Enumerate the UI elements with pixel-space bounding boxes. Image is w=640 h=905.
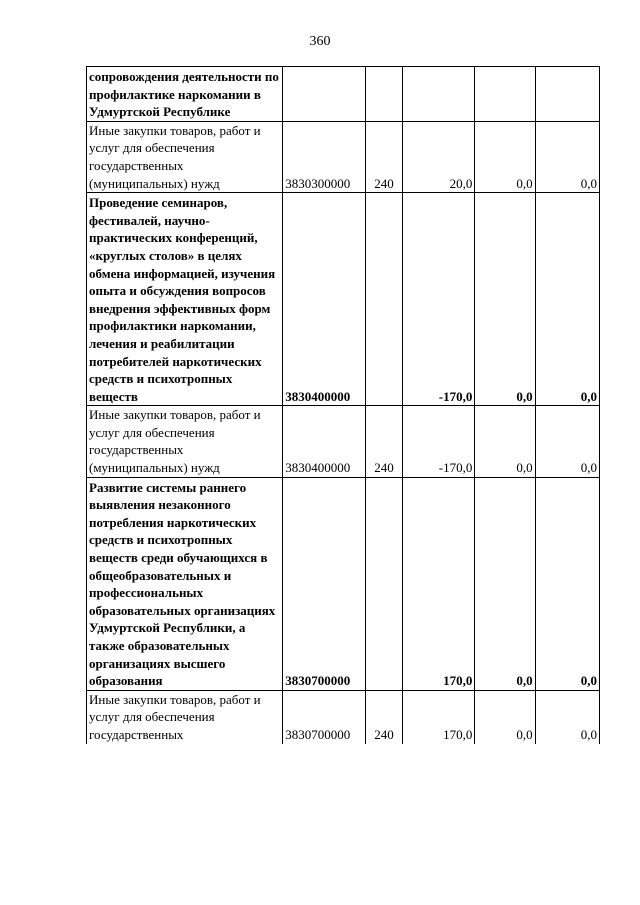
row-amount-cell-3: 0,0 [535,121,599,192]
row-code-cell [283,67,366,122]
row-amount-cell-2: 0,0 [475,690,535,743]
row-name-cell: сопровождения деятельности по профилактике наркомании в Удмуртской Республике [87,67,283,122]
row-amount-cell-1 [402,67,475,122]
row-amount-cell-2 [475,67,535,122]
row-expense-type-cell [366,477,402,690]
table-row [87,121,600,192]
page-number: 360 [309,34,331,49]
row-code-cell: 3830400000 [283,193,366,406]
row-amount-cell-3: 0,0 [535,193,599,406]
row-amount-cell-3: 0,0 [535,406,599,477]
row-name-cell: Иные закупки товаров, работ и услуг для обеспечения государственных [87,690,283,743]
row-code-cell: 3830300000 [283,121,366,192]
row-expense-type-cell [366,67,402,122]
row-amount-cell-3: 0,0 [535,690,599,743]
row-code-cell: 3830400000 [283,406,366,477]
table-row [87,690,600,743]
row-name-cell: Иные закупки товаров, работ и услуг для обеспечения государственных (муниципальных) нужд [87,121,283,192]
row-amount-cell-1: -170,0 [402,406,475,477]
row-amount-cell-1: 170,0 [402,477,475,690]
row-code-cell: 3830700000 [283,477,366,690]
table-row [87,193,600,406]
row-amount-cell-3 [535,67,599,122]
budget-table-body [87,67,600,744]
row-expense-type-cell [366,193,402,406]
row-expense-type-cell: 240 [366,690,402,743]
row-amount-cell-3: 0,0 [535,477,599,690]
row-expense-type-cell: 240 [366,406,402,477]
row-amount-cell-1: -170,0 [402,193,475,406]
row-expense-type-cell: 240 [366,121,402,192]
table-row [87,406,600,477]
table-row [87,67,600,122]
row-amount-cell-1: 170,0 [402,690,475,743]
table-row [87,477,600,690]
row-amount-cell-2: 0,0 [475,406,535,477]
row-code-cell: 3830700000 [283,690,366,743]
row-amount-cell-1: 20,0 [402,121,475,192]
row-name-cell: Развитие системы раннего выявления незаконного потребления наркотических средств и психотропных веществ среди обучающихся в общеобразовательных и профессиональных образовательных организациях Удмуртской Республики, а также образовательных организациях высшего образования [87,477,283,690]
budget-table [86,66,600,744]
row-amount-cell-2: 0,0 [475,477,535,690]
row-amount-cell-2: 0,0 [475,193,535,406]
row-name-cell: Проведение семинаров, фестивалей, научно-практических конференций, «круглых столов» в целях обмена информацией, изучения опыта и обсуждения вопросов внедрения эффективных форм профилактики наркомании, лечения и реабилитации потребителей наркотических средств и психотропных веществ [87,193,283,406]
row-name-cell: Иные закупки товаров, работ и услуг для обеспечения государственных (муниципальных) нужд [87,406,283,477]
row-amount-cell-2: 0,0 [475,121,535,192]
